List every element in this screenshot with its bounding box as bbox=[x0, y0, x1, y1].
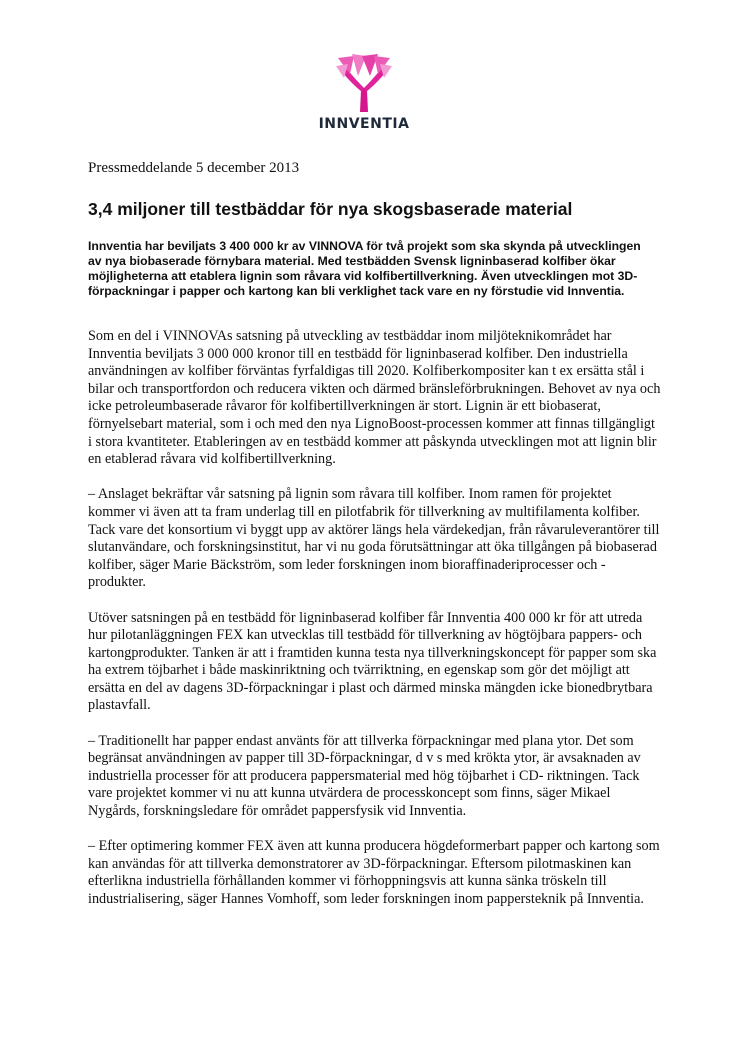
logo-wordmark: INNVENTIA bbox=[318, 116, 410, 132]
body-paragraph: – Anslaget bekräftar vår satsning på lignin som råvara till kolfiber. Inom ramen för projektet kommer vi även att ta fram underlag till en pilotfabrik för tillverkning av multifilamenta kolfiber. Tack vare det konsortium vi byggt upp av aktörer längs hela värdekedjan, från råvaruleverantörer till slutanvändare, och forskningsinstitut, har vi nu goda förutsättningar att öka tillgången på biobaserad kolfiber, säger Marie Bäckström, som leder forskningen inom bioraffinaderiprocesser och -produkter. bbox=[88, 486, 660, 591]
page-title: 3,4 miljoner till testbäddar för nya skogsbaserade material bbox=[88, 199, 573, 219]
lead-paragraph: Innventia har beviljats 3 400 000 kr av VINNOVA för två projekt som ska skynda på utvecklingen av nya biobaserade förnybara material. Med testbädden Svensk ligninbaserad kolfiber ökar möjligheterna att etablera lignin som råvara vid kolfibertillverkning. Även utvecklingen mot 3D-förpackningar i papper och kartong kan bli verklighet tack vare en ny förstudie vid Innventia. bbox=[88, 239, 641, 298]
body-paragraph: Utöver satsningen på en testbädd för ligninbaserad kolfiber får Innventia 400 000 kr för att utreda hur pilotanläggningen FEX kan utvecklas till testbädd för tillverkning av högtöjbara pappers- och kartongprodukter. Tanken är att i framtiden kunna testa nya tillverkningskoncept för papper som ska ha extrem töjbarhet i både maskinriktning och tvärriktning, en egenskap som gör det möjligt att ersätta en del av dagens 3D-förpackningar i plast och därmed minska mängden icke bionedbrytbara plastavfall. bbox=[88, 609, 657, 714]
innventia-tree-icon bbox=[334, 52, 394, 114]
article-body bbox=[88, 328, 662, 926]
body-paragraph: Som en del i VINNOVAs satsning på utveckling av testbäddar inom miljöteknikområdet har Innventia beviljats 3 000 000 kronor till en testbädd för ligninbaserad kolfiber. Den industriella användningen av kolfiber förväntas fyrfaldigas till 2020. Kolfiberkompositer kan t ex ersätta stål i bilar och transportfordon och reducera vikten och därmed bränsleförbrukningen. Behovet av nya och icke petroleumbaserade råvaror för kolfibertillverkningen är stort. Lignin är ett biobaserat, förnyelsebart material, som i och med den nya LignoBoost-processen kommer att finnas tillgängligt i stora kvantiteter. Etableringen av en testbädd kommer att påskynda utvecklingen mot att lignin blir en etablerad råvara vid kolfibertillverkning. bbox=[88, 328, 661, 468]
body-paragraph: – Efter optimering kommer FEX även att kunna producera högdeformerbart papper och kartong som kan användas för att tillverka demonstratorer av 3D-förpackningar. Eftersom pilotmaskinen kan efterlikna industriella förhållanden kommer vi förhoppningsvis att kunna sänka tröskeln till industrialisering, säger Hannes Vomhoff, som leder forskningen inom pappersteknik på Innventia. bbox=[88, 838, 660, 907]
innventia-logo bbox=[312, 52, 416, 134]
body-paragraph: – Traditionellt har papper endast använts för att tillverka förpackningar med plana ytor. Det som begränsat användningen av papper till 3D-förpackningar, d v s med krökta ytor, är avsaknaden av industriella processer för att producera pappersmaterial med hög töjbarhet i CD- riktningen. Tack vare projektet kommer vi nu att kunna utvärdera de processkoncept som finns, säger Mikael Nygårds, forskningsledare för området pappersfysik vid Innventia. bbox=[88, 732, 641, 820]
press-release-date: Pressmeddelande 5 december 2013 bbox=[88, 160, 300, 176]
